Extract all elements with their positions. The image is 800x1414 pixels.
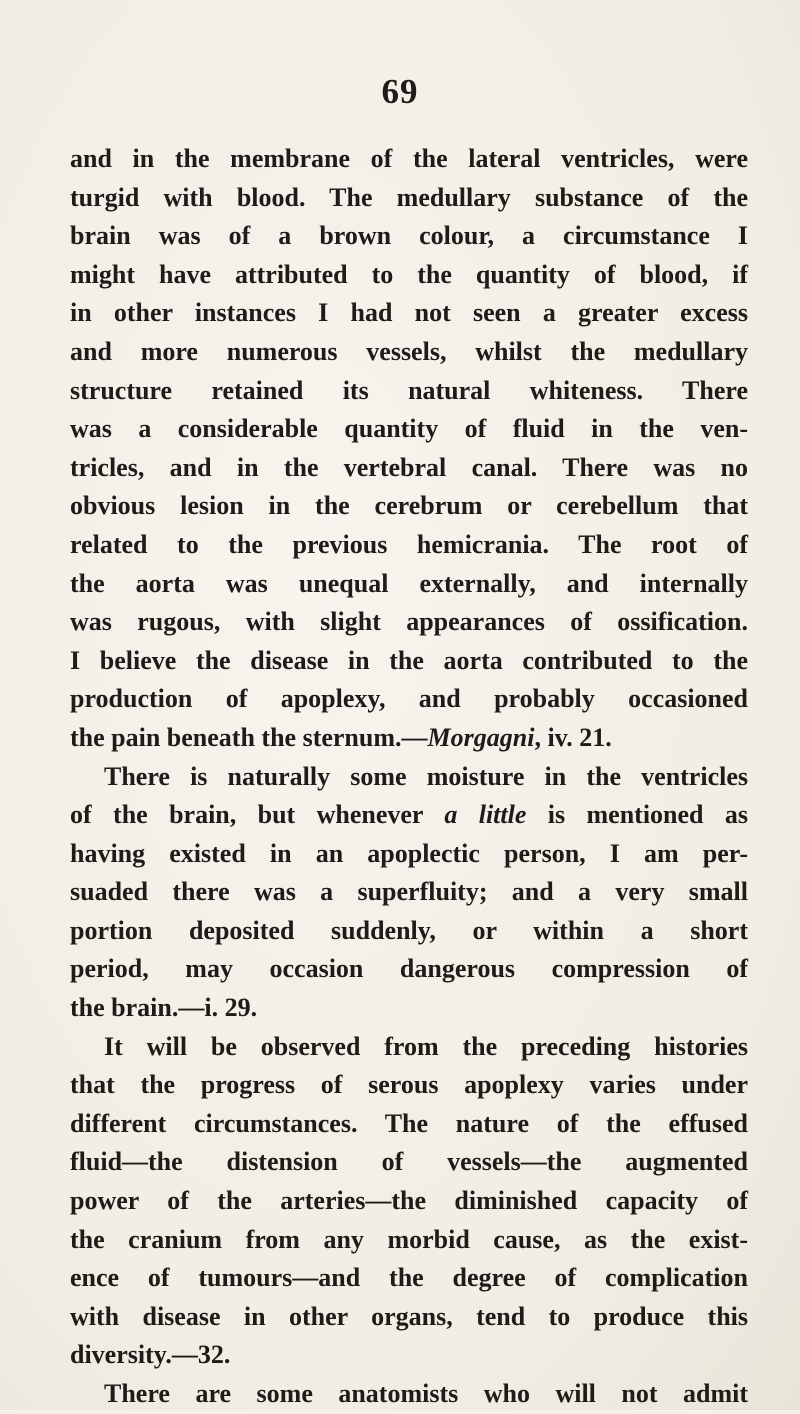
text-line: ence of tumours—and the degree of complication	[70, 1263, 748, 1293]
text-line: and more numerous vessels, whilst the medullary	[70, 336, 748, 366]
page-number: 69	[381, 72, 419, 111]
text-line: portion deposited suddenly, or within a short	[70, 915, 748, 945]
text-line: and in the membrane of the lateral ventricles, were	[70, 144, 748, 173]
text-line: with disease in other organs, tend to produce this	[70, 1301, 748, 1331]
text-line: There is naturally some moisture in the ventricles	[104, 761, 748, 791]
text-line: structure retained its natural whiteness. There	[70, 375, 748, 405]
text-line: period, may occasion dangerous compression of	[70, 954, 748, 984]
text-line: might have attributed to the quantity of blood, if	[70, 259, 748, 289]
text-line: the cranium from any morbid cause, as the exist-	[70, 1224, 748, 1254]
text-line: diversity.—32.	[70, 1340, 231, 1370]
italic-citation: Morgagni	[427, 722, 535, 752]
text-line: There are some anatomists who will not admit	[104, 1379, 748, 1408]
text-line: was rugous, with slight appearances of ossification.	[70, 607, 748, 637]
text-line: the aorta was unequal externally, and internally	[70, 568, 748, 598]
body-text	[70, 140, 748, 1414]
italic-phrase: a little	[444, 800, 527, 830]
text-line: production of apoplexy, and probably occasioned	[70, 684, 748, 714]
text-line: suaded there was a superfluity; and a very small	[70, 877, 748, 907]
text-line: brain was of a brown colour, a circumstance I	[70, 221, 748, 251]
text-line: It will be observed from the preceding histories	[104, 1031, 748, 1061]
text-line-citation: the pain beneath the sternum.—Morgagni, iv. 21.	[70, 722, 612, 752]
text-line: the brain.—i. 29.	[70, 993, 258, 1023]
text-line: obvious lesion in the cerebrum or cerebellum that	[70, 491, 748, 521]
text-line: I believe the disease in the aorta contributed to the	[70, 645, 748, 675]
text-line: having existed in an apoplectic person, I am per-	[70, 838, 748, 868]
text-line: tricles, and in the vertebral canal. There was no	[70, 452, 748, 482]
text-line: power of the arteries—the diminished capacity of	[70, 1186, 748, 1216]
text-line: in other instances I had not seen a greater excess	[70, 298, 748, 328]
text-line: turgid with blood. The medullary substance of the	[70, 182, 748, 212]
text-line: was a considerable quantity of fluid in the ven-	[70, 414, 748, 444]
text-line: fluid—the distension of vessels—the augmented	[70, 1147, 748, 1177]
text-line: related to the previous hemicrania. The root of	[70, 529, 748, 559]
text-line: different circumstances. The nature of the effused	[70, 1108, 748, 1138]
text-line: that the progress of serous apoplexy varies under	[70, 1070, 748, 1100]
text-line-emphasis: of the brain, but whenever a little is mentioned as	[70, 800, 748, 830]
